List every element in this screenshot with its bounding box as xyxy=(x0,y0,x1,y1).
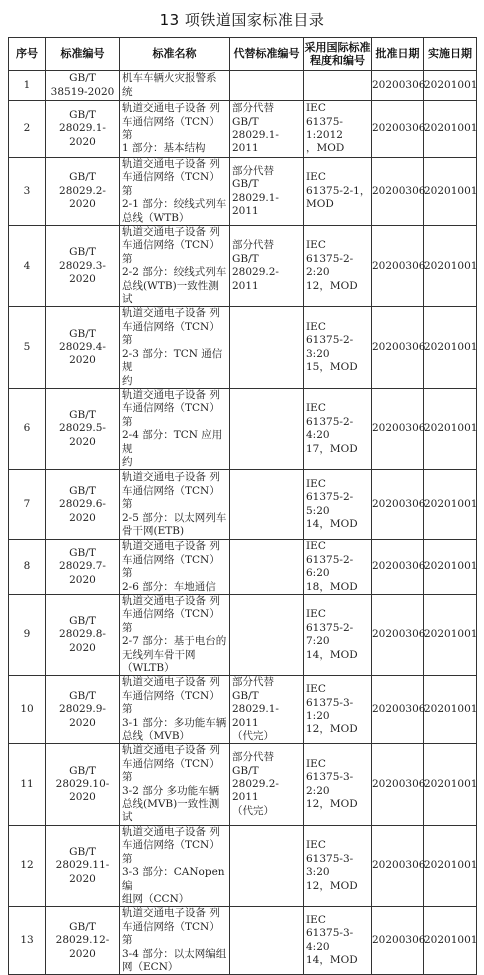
table-row xyxy=(9,226,477,307)
table-row xyxy=(9,307,477,388)
standards-table xyxy=(8,37,477,975)
cell-replace xyxy=(230,388,304,469)
cell-code: GB/T 28029.12-2020 xyxy=(46,907,120,975)
header-name: 标准名称 xyxy=(120,38,230,71)
table-row xyxy=(9,71,477,101)
cell-intl: IEC 61375-3-1:20 12，MOD xyxy=(304,676,372,744)
cell-intl: IEC 61375-3-2:20 12，MOD xyxy=(304,744,372,825)
cell-code: GB/T 38519-2020 xyxy=(46,71,120,101)
cell-intl: IEC 61375-3-3:20 12，MOD xyxy=(304,825,372,906)
cell-name: 轨道交通电子设备 列 车通信网络（TCN）第 3-4 部分：以太网编组 网（ECN） xyxy=(120,907,230,975)
cell-intl: IEC 61375-2-1， MOD xyxy=(304,158,372,226)
cell-implement-date: 20201001 xyxy=(424,158,477,226)
cell-name: 轨道交通电子设备 列 车通信网络（TCN）第 3-2 部分 多功能车辆 总线(MVB)一致性测试 xyxy=(120,744,230,825)
table-row xyxy=(9,825,477,906)
cell-approve-date: 20200306 xyxy=(372,744,424,825)
table-row xyxy=(9,388,477,469)
cell-approve-date: 20200306 xyxy=(372,470,424,540)
cell-no: 11 xyxy=(9,744,46,825)
cell-name: 轨道交通电子设备 列 车通信网络（TCN）第 3-1 部分：多功能车辆 总线（MVB） xyxy=(120,676,230,744)
cell-replace xyxy=(230,540,304,595)
cell-no: 4 xyxy=(9,226,46,307)
cell-implement-date: 20201001 xyxy=(424,594,477,675)
cell-replace: 部分代替 GB/T 28029.1-2011 （代完） xyxy=(230,676,304,744)
cell-name: 轨道交通电子设备 列 车通信网络（TCN）第 2-2 部分：绞线式列车 总线(WTB)一致性测试 xyxy=(120,226,230,307)
table-row xyxy=(9,594,477,675)
cell-implement-date: 20201001 xyxy=(424,226,477,307)
cell-approve-date: 20200306 xyxy=(372,676,424,744)
cell-approve-date: 20200306 xyxy=(372,71,424,101)
cell-code: GB/T 28029.2-2020 xyxy=(46,158,120,226)
cell-intl xyxy=(304,71,372,101)
cell-implement-date: 20201001 xyxy=(424,907,477,975)
cell-name: 轨道交通电子设备 列 车通信网络（TCN）第 2-4 部分：TCN 应用规 约 xyxy=(120,388,230,469)
cell-no: 10 xyxy=(9,676,46,744)
table-row xyxy=(9,676,477,744)
cell-no: 9 xyxy=(9,594,46,675)
cell-replace: 部分代替 GB/T 28029.2-2011 xyxy=(230,226,304,307)
cell-implement-date: 20201001 xyxy=(424,101,477,158)
cell-intl: IEC 61375-2-5:20 14，MOD xyxy=(304,470,372,540)
table-row xyxy=(9,744,477,825)
cell-no: 8 xyxy=(9,540,46,595)
cell-name: 轨道交通电子设备 列 车通信网络（TCN）第 2-5 部分：以太网列车 骨干网(ETB) xyxy=(120,470,230,540)
cell-intl: IEC 61375-2-2:20 12，MOD xyxy=(304,226,372,307)
cell-approve-date: 20200306 xyxy=(372,907,424,975)
cell-replace: 部分代替 GB/T 28029.1-2011 xyxy=(230,101,304,158)
cell-intl: IEC 61375-2-6:20 18，MOD xyxy=(304,540,372,595)
cell-replace xyxy=(230,907,304,975)
cell-intl: IEC 61375-2-3:20 15，MOD xyxy=(304,307,372,388)
header-replace: 代替标准编号 xyxy=(230,38,304,71)
cell-code: GB/T 28029.8-2020 xyxy=(46,594,120,675)
cell-no: 7 xyxy=(9,470,46,540)
cell-name: 轨道交通电子设备 列 车通信网络（TCN）第 2-1 部分：绞线式列车 总线（WTB） xyxy=(120,158,230,226)
table-row xyxy=(9,158,477,226)
cell-approve-date: 20200306 xyxy=(372,101,424,158)
cell-implement-date: 20201001 xyxy=(424,307,477,388)
cell-code: GB/T 28029.11-2020 xyxy=(46,825,120,906)
cell-name: 轨道交通电子设备 列 车通信网络（TCN）第 2-6 部分：车地通信 xyxy=(120,540,230,595)
cell-no: 1 xyxy=(9,71,46,101)
header-no: 序号 xyxy=(9,38,46,71)
cell-approve-date: 20200306 xyxy=(372,226,424,307)
cell-replace: 部分代替 GB/T 28029.2-2011 （代完） xyxy=(230,744,304,825)
cell-intl: IEC 61375-3-4:20 14，MOD xyxy=(304,907,372,975)
header-intl: 采用国际标准 程度和编号 xyxy=(304,38,372,71)
cell-no: 5 xyxy=(9,307,46,388)
cell-implement-date: 20201001 xyxy=(424,744,477,825)
cell-code: GB/T 28029.10-2020 xyxy=(46,744,120,825)
header-approve: 批准日期 xyxy=(372,38,424,71)
cell-intl: IEC 61375-1:2012 ，MOD xyxy=(304,101,372,158)
cell-approve-date: 20200306 xyxy=(372,158,424,226)
cell-approve-date: 20200306 xyxy=(372,388,424,469)
cell-no: 2 xyxy=(9,101,46,158)
table-row xyxy=(9,470,477,540)
cell-name: 机车车辆火灾报警系 统 xyxy=(120,71,230,101)
cell-approve-date: 20200306 xyxy=(372,594,424,675)
cell-code: GB/T 28029.6-2020 xyxy=(46,470,120,540)
cell-name: 轨道交通电子设备 列 车通信网络（TCN）第 1 部分：基本结构 xyxy=(120,101,230,158)
cell-approve-date: 20200306 xyxy=(372,540,424,595)
table-row xyxy=(9,101,477,158)
cell-name: 轨道交通电子设备 列 车通信网络（TCN）第 3-3 部分：CANopen 编 组网（CCN） xyxy=(120,825,230,906)
cell-no: 12 xyxy=(9,825,46,906)
cell-replace xyxy=(230,71,304,101)
cell-code: GB/T 28029.5-2020 xyxy=(46,388,120,469)
table-header-row xyxy=(9,38,477,71)
table-row xyxy=(9,907,477,975)
cell-replace xyxy=(230,594,304,675)
cell-implement-date: 20201001 xyxy=(424,388,477,469)
cell-approve-date: 20200306 xyxy=(372,825,424,906)
cell-replace xyxy=(230,307,304,388)
cell-code: GB/T 28029.1-2020 xyxy=(46,101,120,158)
cell-approve-date: 20200306 xyxy=(372,307,424,388)
cell-code: GB/T 28029.7-2020 xyxy=(46,540,120,595)
header-implement: 实施日期 xyxy=(424,38,477,71)
cell-implement-date: 20201001 xyxy=(424,540,477,595)
table-row xyxy=(9,540,477,595)
cell-no: 13 xyxy=(9,907,46,975)
header-code: 标准编号 xyxy=(46,38,120,71)
cell-implement-date: 20201001 xyxy=(424,71,477,101)
cell-no: 3 xyxy=(9,158,46,226)
cell-code: GB/T 28029.3-2020 xyxy=(46,226,120,307)
cell-implement-date: 20201001 xyxy=(424,825,477,906)
cell-replace xyxy=(230,470,304,540)
cell-intl: IEC 61375-2-4:20 17，MOD xyxy=(304,388,372,469)
cell-intl: IEC 61375-2-7:20 14，MOD xyxy=(304,594,372,675)
cell-code: GB/T 28029.9-2020 xyxy=(46,676,120,744)
page-title: 13 项铁道国家标准目录 xyxy=(159,11,325,29)
cell-implement-date: 20201001 xyxy=(424,470,477,540)
cell-name: 轨道交通电子设备 列 车通信网络（TCN）第 2-7 部分：基于电台的 无线列车骨干网 （WLTB） xyxy=(120,594,230,675)
cell-no: 6 xyxy=(9,388,46,469)
cell-replace: 部分代替 GB/T 28029.1-2011 xyxy=(230,158,304,226)
cell-name: 轨道交通电子设备 列 车通信网络（TCN）第 2-3 部分：TCN 通信规 约 xyxy=(120,307,230,388)
cell-replace xyxy=(230,825,304,906)
cell-implement-date: 20201001 xyxy=(424,676,477,744)
cell-code: GB/T 28029.4-2020 xyxy=(46,307,120,388)
